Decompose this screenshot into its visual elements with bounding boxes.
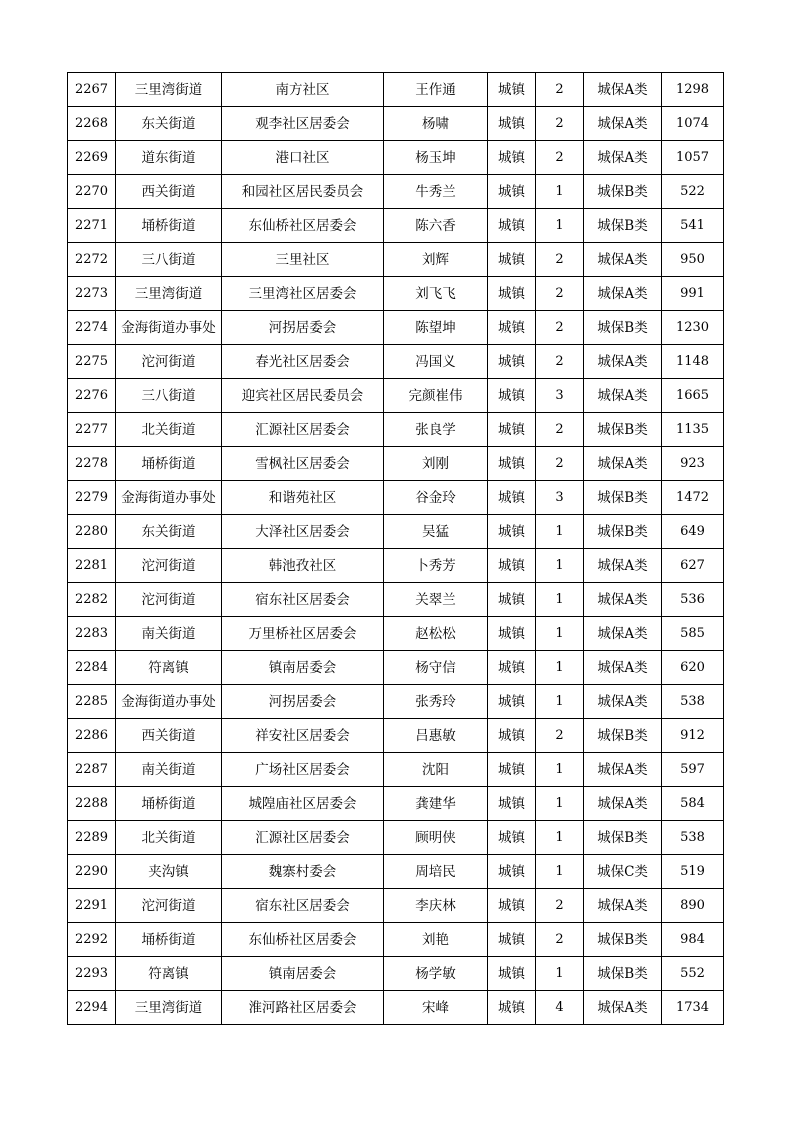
- area-type-cell: 城镇: [488, 583, 536, 617]
- category-cell: 城保A类: [584, 73, 662, 107]
- roster-body: [68, 73, 724, 1025]
- row-id-cell: 2270: [68, 175, 116, 209]
- amount-cell: 1148: [662, 345, 724, 379]
- table-row: [68, 889, 724, 923]
- person-name-cell: 赵松松: [384, 617, 488, 651]
- amount-cell: 923: [662, 447, 724, 481]
- area-type-cell: 城镇: [488, 821, 536, 855]
- household-count-cell: 2: [536, 311, 584, 345]
- area-type-cell: 城镇: [488, 481, 536, 515]
- category-cell: 城保B类: [584, 923, 662, 957]
- category-cell: 城保B类: [584, 719, 662, 753]
- street-cell: 西关街道: [116, 719, 222, 753]
- person-name-cell: 李庆林: [384, 889, 488, 923]
- street-cell: 西关街道: [116, 175, 222, 209]
- street-cell: 北关街道: [116, 413, 222, 447]
- community-cell: 东仙桥社区居委会: [222, 209, 384, 243]
- area-type-cell: 城镇: [488, 243, 536, 277]
- table-row: [68, 345, 724, 379]
- street-cell: 埇桥街道: [116, 209, 222, 243]
- table-row: [68, 209, 724, 243]
- household-count-cell: 1: [536, 175, 584, 209]
- roster-table: [67, 72, 724, 1025]
- community-cell: 城隍庙社区居委会: [222, 787, 384, 821]
- street-cell: 道东街道: [116, 141, 222, 175]
- row-id-cell: 2277: [68, 413, 116, 447]
- community-cell: 万里桥社区居委会: [222, 617, 384, 651]
- table-row: [68, 277, 724, 311]
- household-count-cell: 2: [536, 73, 584, 107]
- area-type-cell: 城镇: [488, 277, 536, 311]
- amount-cell: 541: [662, 209, 724, 243]
- household-count-cell: 3: [536, 481, 584, 515]
- street-cell: 三八街道: [116, 379, 222, 413]
- table-row: [68, 107, 724, 141]
- category-cell: 城保B类: [584, 175, 662, 209]
- amount-cell: 1057: [662, 141, 724, 175]
- household-count-cell: 2: [536, 277, 584, 311]
- street-cell: 金海街道办事处: [116, 685, 222, 719]
- row-id-cell: 2281: [68, 549, 116, 583]
- row-id-cell: 2276: [68, 379, 116, 413]
- table-row: [68, 923, 724, 957]
- amount-cell: 950: [662, 243, 724, 277]
- category-cell: 城保A类: [584, 277, 662, 311]
- row-id-cell: 2269: [68, 141, 116, 175]
- amount-cell: 890: [662, 889, 724, 923]
- area-type-cell: 城镇: [488, 787, 536, 821]
- amount-cell: 991: [662, 277, 724, 311]
- row-id-cell: 2293: [68, 957, 116, 991]
- category-cell: 城保A类: [584, 889, 662, 923]
- table-row: [68, 311, 724, 345]
- area-type-cell: 城镇: [488, 957, 536, 991]
- street-cell: 南关街道: [116, 753, 222, 787]
- community-cell: 三里湾社区居委会: [222, 277, 384, 311]
- area-type-cell: 城镇: [488, 549, 536, 583]
- category-cell: 城保B类: [584, 413, 662, 447]
- category-cell: 城保A类: [584, 685, 662, 719]
- person-name-cell: 吕惠敏: [384, 719, 488, 753]
- amount-cell: 1472: [662, 481, 724, 515]
- table-row: [68, 583, 724, 617]
- household-count-cell: 1: [536, 753, 584, 787]
- row-id-cell: 2286: [68, 719, 116, 753]
- community-cell: 和谐苑社区: [222, 481, 384, 515]
- area-type-cell: 城镇: [488, 141, 536, 175]
- row-id-cell: 2279: [68, 481, 116, 515]
- row-id-cell: 2290: [68, 855, 116, 889]
- community-cell: 大泽社区居委会: [222, 515, 384, 549]
- row-id-cell: 2267: [68, 73, 116, 107]
- household-count-cell: 1: [536, 209, 584, 243]
- street-cell: 符离镇: [116, 651, 222, 685]
- area-type-cell: 城镇: [488, 991, 536, 1025]
- table-row: [68, 719, 724, 753]
- amount-cell: 519: [662, 855, 724, 889]
- table-row: [68, 447, 724, 481]
- table-row: [68, 549, 724, 583]
- category-cell: 城保C类: [584, 855, 662, 889]
- community-cell: 宿东社区居委会: [222, 583, 384, 617]
- household-count-cell: 3: [536, 379, 584, 413]
- area-type-cell: 城镇: [488, 923, 536, 957]
- community-cell: 东仙桥社区居委会: [222, 923, 384, 957]
- table-row: [68, 141, 724, 175]
- street-cell: 三八街道: [116, 243, 222, 277]
- area-type-cell: 城镇: [488, 617, 536, 651]
- table-row: [68, 685, 724, 719]
- person-name-cell: 卜秀芳: [384, 549, 488, 583]
- household-count-cell: 1: [536, 957, 584, 991]
- category-cell: 城保B类: [584, 209, 662, 243]
- amount-cell: 597: [662, 753, 724, 787]
- household-count-cell: 1: [536, 821, 584, 855]
- community-cell: 镇南居委会: [222, 651, 384, 685]
- person-name-cell: 杨啸: [384, 107, 488, 141]
- person-name-cell: 张良学: [384, 413, 488, 447]
- category-cell: 城保A类: [584, 651, 662, 685]
- person-name-cell: 张秀玲: [384, 685, 488, 719]
- category-cell: 城保A类: [584, 549, 662, 583]
- row-id-cell: 2284: [68, 651, 116, 685]
- row-id-cell: 2278: [68, 447, 116, 481]
- category-cell: 城保A类: [584, 379, 662, 413]
- area-type-cell: 城镇: [488, 379, 536, 413]
- table-row: [68, 855, 724, 889]
- table-row: [68, 957, 724, 991]
- area-type-cell: 城镇: [488, 753, 536, 787]
- amount-cell: 522: [662, 175, 724, 209]
- community-cell: 春光社区居委会: [222, 345, 384, 379]
- area-type-cell: 城镇: [488, 889, 536, 923]
- category-cell: 城保A类: [584, 583, 662, 617]
- community-cell: 和园社区居民委员会: [222, 175, 384, 209]
- community-cell: 宿东社区居委会: [222, 889, 384, 923]
- area-type-cell: 城镇: [488, 447, 536, 481]
- street-cell: 埇桥街道: [116, 787, 222, 821]
- category-cell: 城保A类: [584, 991, 662, 1025]
- category-cell: 城保A类: [584, 753, 662, 787]
- area-type-cell: 城镇: [488, 651, 536, 685]
- street-cell: 东关街道: [116, 515, 222, 549]
- household-count-cell: 2: [536, 923, 584, 957]
- person-name-cell: 完颜崔伟: [384, 379, 488, 413]
- community-cell: 三里社区: [222, 243, 384, 277]
- person-name-cell: 关翠兰: [384, 583, 488, 617]
- person-name-cell: 王作通: [384, 73, 488, 107]
- street-cell: 三里湾街道: [116, 991, 222, 1025]
- category-cell: 城保A类: [584, 447, 662, 481]
- household-count-cell: 1: [536, 787, 584, 821]
- person-name-cell: 杨学敏: [384, 957, 488, 991]
- household-count-cell: 2: [536, 141, 584, 175]
- community-cell: 河拐居委会: [222, 685, 384, 719]
- household-count-cell: 1: [536, 685, 584, 719]
- person-name-cell: 刘辉: [384, 243, 488, 277]
- person-name-cell: 陈望坤: [384, 311, 488, 345]
- amount-cell: 538: [662, 821, 724, 855]
- person-name-cell: 陈六香: [384, 209, 488, 243]
- category-cell: 城保A类: [584, 345, 662, 379]
- household-count-cell: 2: [536, 889, 584, 923]
- row-id-cell: 2275: [68, 345, 116, 379]
- row-id-cell: 2283: [68, 617, 116, 651]
- table-row: [68, 73, 724, 107]
- area-type-cell: 城镇: [488, 107, 536, 141]
- amount-cell: 1665: [662, 379, 724, 413]
- amount-cell: 1734: [662, 991, 724, 1025]
- person-name-cell: 刘飞飞: [384, 277, 488, 311]
- table-row: [68, 787, 724, 821]
- row-id-cell: 2287: [68, 753, 116, 787]
- table-row: [68, 379, 724, 413]
- street-cell: 沱河街道: [116, 549, 222, 583]
- household-count-cell: 1: [536, 515, 584, 549]
- person-name-cell: 刘刚: [384, 447, 488, 481]
- category-cell: 城保A类: [584, 243, 662, 277]
- street-cell: 金海街道办事处: [116, 481, 222, 515]
- table-row: [68, 175, 724, 209]
- household-count-cell: 2: [536, 107, 584, 141]
- community-cell: 港口社区: [222, 141, 384, 175]
- amount-cell: 1230: [662, 311, 724, 345]
- household-count-cell: 2: [536, 719, 584, 753]
- person-name-cell: 顾明侠: [384, 821, 488, 855]
- street-cell: 埇桥街道: [116, 447, 222, 481]
- table-row: [68, 617, 724, 651]
- household-count-cell: 2: [536, 243, 584, 277]
- household-count-cell: 1: [536, 617, 584, 651]
- community-cell: 魏寨村委会: [222, 855, 384, 889]
- area-type-cell: 城镇: [488, 209, 536, 243]
- row-id-cell: 2285: [68, 685, 116, 719]
- street-cell: 三里湾街道: [116, 73, 222, 107]
- category-cell: 城保B类: [584, 515, 662, 549]
- category-cell: 城保B类: [584, 311, 662, 345]
- table-row: [68, 991, 724, 1025]
- community-cell: 汇源社区居委会: [222, 821, 384, 855]
- table-row: [68, 481, 724, 515]
- household-count-cell: 4: [536, 991, 584, 1025]
- household-count-cell: 1: [536, 855, 584, 889]
- amount-cell: 1074: [662, 107, 724, 141]
- household-count-cell: 1: [536, 549, 584, 583]
- category-cell: 城保A类: [584, 141, 662, 175]
- household-count-cell: 2: [536, 447, 584, 481]
- category-cell: 城保B类: [584, 957, 662, 991]
- street-cell: 沱河街道: [116, 889, 222, 923]
- community-cell: 观李社区居委会: [222, 107, 384, 141]
- row-id-cell: 2282: [68, 583, 116, 617]
- amount-cell: 552: [662, 957, 724, 991]
- person-name-cell: 周培民: [384, 855, 488, 889]
- amount-cell: 538: [662, 685, 724, 719]
- row-id-cell: 2288: [68, 787, 116, 821]
- amount-cell: 1135: [662, 413, 724, 447]
- community-cell: 河拐居委会: [222, 311, 384, 345]
- area-type-cell: 城镇: [488, 345, 536, 379]
- area-type-cell: 城镇: [488, 175, 536, 209]
- street-cell: 东关街道: [116, 107, 222, 141]
- row-id-cell: 2291: [68, 889, 116, 923]
- amount-cell: 585: [662, 617, 724, 651]
- table-row: [68, 243, 724, 277]
- amount-cell: 620: [662, 651, 724, 685]
- person-name-cell: 冯国义: [384, 345, 488, 379]
- category-cell: 城保A类: [584, 787, 662, 821]
- table-row: [68, 413, 724, 447]
- person-name-cell: 杨玉坤: [384, 141, 488, 175]
- table-row: [68, 821, 724, 855]
- row-id-cell: 2273: [68, 277, 116, 311]
- street-cell: 沱河街道: [116, 583, 222, 617]
- row-id-cell: 2294: [68, 991, 116, 1025]
- table-row: [68, 515, 724, 549]
- community-cell: 雪枫社区居委会: [222, 447, 384, 481]
- row-id-cell: 2268: [68, 107, 116, 141]
- community-cell: 韩池孜社区: [222, 549, 384, 583]
- street-cell: 北关街道: [116, 821, 222, 855]
- person-name-cell: 谷金玲: [384, 481, 488, 515]
- person-name-cell: 龚建华: [384, 787, 488, 821]
- street-cell: 沱河街道: [116, 345, 222, 379]
- area-type-cell: 城镇: [488, 719, 536, 753]
- street-cell: 三里湾街道: [116, 277, 222, 311]
- amount-cell: 1298: [662, 73, 724, 107]
- area-type-cell: 城镇: [488, 311, 536, 345]
- amount-cell: 536: [662, 583, 724, 617]
- category-cell: 城保A类: [584, 617, 662, 651]
- amount-cell: 912: [662, 719, 724, 753]
- category-cell: 城保B类: [584, 821, 662, 855]
- person-name-cell: 牛秀兰: [384, 175, 488, 209]
- community-cell: 淮河路社区居委会: [222, 991, 384, 1025]
- household-count-cell: 2: [536, 413, 584, 447]
- amount-cell: 649: [662, 515, 724, 549]
- street-cell: 符离镇: [116, 957, 222, 991]
- amount-cell: 984: [662, 923, 724, 957]
- street-cell: 夹沟镇: [116, 855, 222, 889]
- household-count-cell: 2: [536, 345, 584, 379]
- area-type-cell: 城镇: [488, 73, 536, 107]
- person-name-cell: 沈阳: [384, 753, 488, 787]
- area-type-cell: 城镇: [488, 685, 536, 719]
- person-name-cell: 刘艳: [384, 923, 488, 957]
- community-cell: 镇南居委会: [222, 957, 384, 991]
- area-type-cell: 城镇: [488, 515, 536, 549]
- street-cell: 埇桥街道: [116, 923, 222, 957]
- area-type-cell: 城镇: [488, 413, 536, 447]
- row-id-cell: 2271: [68, 209, 116, 243]
- row-id-cell: 2272: [68, 243, 116, 277]
- person-name-cell: 吴猛: [384, 515, 488, 549]
- household-count-cell: 1: [536, 583, 584, 617]
- household-count-cell: 1: [536, 651, 584, 685]
- community-cell: 广场社区居委会: [222, 753, 384, 787]
- community-cell: 南方社区: [222, 73, 384, 107]
- street-cell: 金海街道办事处: [116, 311, 222, 345]
- person-name-cell: 宋峰: [384, 991, 488, 1025]
- community-cell: 迎宾社区居民委员会: [222, 379, 384, 413]
- person-name-cell: 杨守信: [384, 651, 488, 685]
- street-cell: 南关街道: [116, 617, 222, 651]
- category-cell: 城保B类: [584, 481, 662, 515]
- row-id-cell: 2280: [68, 515, 116, 549]
- amount-cell: 584: [662, 787, 724, 821]
- row-id-cell: 2274: [68, 311, 116, 345]
- area-type-cell: 城镇: [488, 855, 536, 889]
- category-cell: 城保A类: [584, 107, 662, 141]
- row-id-cell: 2289: [68, 821, 116, 855]
- row-id-cell: 2292: [68, 923, 116, 957]
- community-cell: 汇源社区居委会: [222, 413, 384, 447]
- community-cell: 祥安社区居委会: [222, 719, 384, 753]
- table-row: [68, 753, 724, 787]
- amount-cell: 627: [662, 549, 724, 583]
- table-row: [68, 651, 724, 685]
